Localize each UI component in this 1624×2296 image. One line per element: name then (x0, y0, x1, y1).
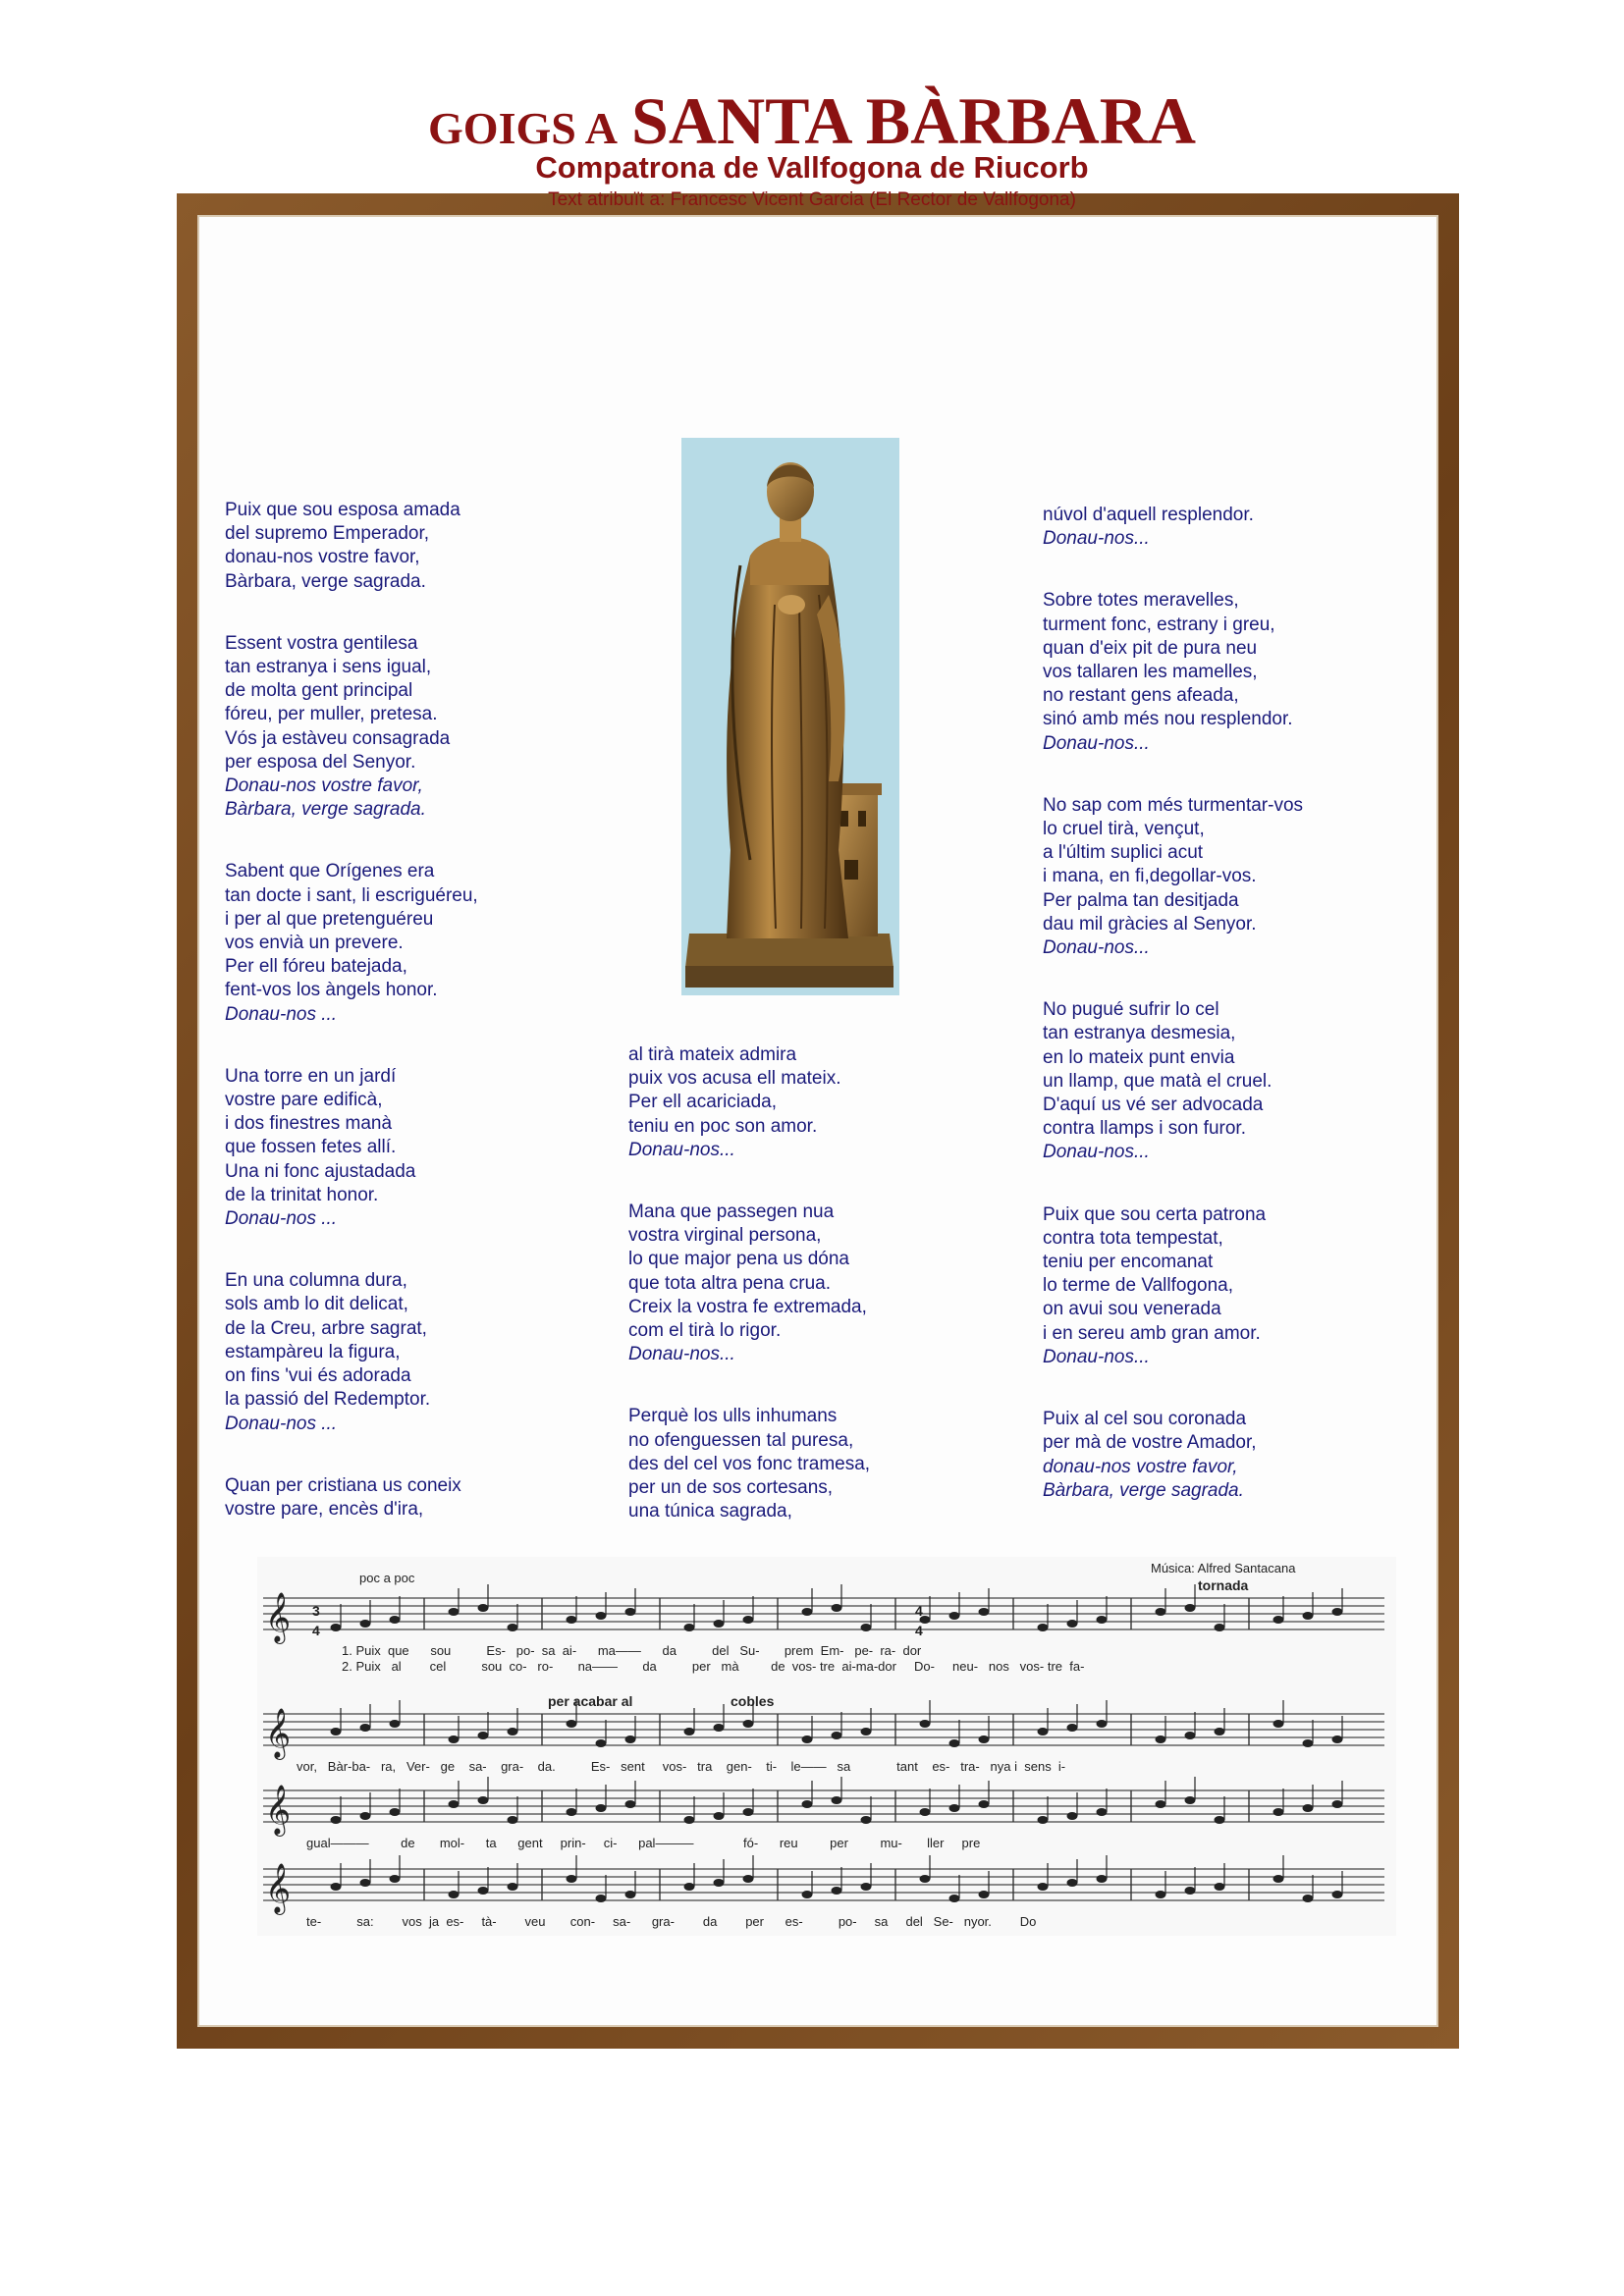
stanza (628, 1201, 962, 1366)
note-head (596, 1612, 607, 1620)
verse-line: No pugué sufrir lo cel (1043, 999, 1219, 1021)
note-head (1185, 1796, 1196, 1804)
note-head (979, 1891, 990, 1898)
attribution: Text atribuït a: Francesc Vicent Garcia (El Rector de Vallfogona) (548, 189, 1076, 210)
note-head (567, 1808, 577, 1816)
verse-line: no ofenguessen tal puresa, (628, 1429, 854, 1451)
page-title (0, 82, 1624, 160)
verse-line: i mana, en fi,degollar-vos. (1043, 866, 1257, 887)
note-head (360, 1812, 371, 1820)
note-head (596, 1804, 607, 1812)
verse-line: sinó amb més nou resplendor. (1043, 709, 1293, 730)
note-head (949, 1612, 960, 1620)
verse-line: no restant gens afeada, (1043, 685, 1239, 707)
note-head (390, 1720, 401, 1728)
note-head (743, 1720, 754, 1728)
note-head (508, 1728, 518, 1735)
verse-line: dau mil gràcies al Senyor. (1043, 913, 1257, 934)
note-head (567, 1875, 577, 1883)
note-head (390, 1808, 401, 1816)
refrain-line: Donau-nos vostre favor, (225, 775, 423, 797)
note-head (1215, 1728, 1225, 1735)
refrain-line: Donau-nos... (1043, 1142, 1150, 1163)
lyrics-line-3: vor, Bàr-ba- ra, Ver- ge sa- gra- da. Es- sent vos- tra gen- ti- le—— sa tant es- tra- nya i sens i- (297, 1759, 1066, 1774)
note-head (1273, 1808, 1284, 1816)
note-head (449, 1891, 460, 1898)
verse-line: contra llamps i son furor. (1043, 1118, 1246, 1140)
verse-line: fóreu, per muller, pretesa. (225, 704, 438, 725)
note-head (802, 1891, 813, 1898)
verse-line: Essent vostra gentilesa (225, 632, 418, 654)
refrain-line: Donau-nos... (628, 1344, 735, 1365)
verse-line: lo terme de Vallfogona, (1043, 1275, 1233, 1297)
note-head (861, 1883, 872, 1891)
lyrics-line-1: 1. Puix que sou Es- po- sa ai- ma—— da del Su- prem Em- pe- ra- dor (342, 1643, 922, 1658)
stanza (1043, 1408, 1377, 1503)
note-head (331, 1624, 342, 1631)
verse-line: puix vos acusa ell mateix. (628, 1068, 841, 1090)
note-head (1185, 1887, 1196, 1895)
verse-line: Per palma tan desitjada (1043, 889, 1239, 911)
stanza (225, 860, 559, 1026)
lyrics-line-2: 2. Puix al cel sou co- ro- na—— da per mà de vos- tre ai-ma-dor Do- neu- nos vos- tre fa- (342, 1659, 1085, 1674)
verse-line: sols amb lo dit delicat, (225, 1294, 408, 1315)
time-signature-top: 3 (312, 1603, 320, 1619)
lyrics-line-5: te- sa: vos ja es- tà- veu con- sa- gra- da per es- po- sa del Se- nyor. Do (306, 1914, 1037, 1929)
note-head (360, 1879, 371, 1887)
cobles-label: cobles (731, 1693, 775, 1709)
note-head (478, 1887, 489, 1895)
per-acabar-label: per acabar al (548, 1693, 633, 1709)
note-head (596, 1739, 607, 1747)
note-head (832, 1887, 842, 1895)
verse-line: donau-nos vostre favor, (225, 547, 420, 568)
note-head (714, 1879, 725, 1887)
note-head (1156, 1800, 1166, 1808)
refrain-line: Donau-nos... (1043, 937, 1150, 959)
refrain-line: Donau-nos ... (225, 1413, 338, 1434)
verse-line: Mana que passegen nua (628, 1201, 835, 1223)
note-head (1097, 1616, 1108, 1624)
note-head (360, 1620, 371, 1628)
note-head (1067, 1812, 1078, 1820)
note-head (508, 1883, 518, 1891)
verse-line: que tota altra pena crua. (628, 1272, 831, 1294)
note-head (684, 1624, 695, 1631)
note-head (802, 1800, 813, 1808)
note-head (1185, 1604, 1196, 1612)
verses-column-2 (628, 1043, 962, 1562)
time-signature-bottom: 4 (312, 1623, 320, 1638)
verse-line: Puix que sou esposa amada (225, 500, 460, 520)
verse-line: del supremo Emperador, (225, 523, 430, 545)
verse-line: quan d'eix pit de pura neu (1043, 637, 1258, 659)
note-head (1038, 1624, 1049, 1631)
verse-line: Vós ja estàveu consagrada (225, 727, 451, 749)
verse-line: turment fonc, estrany i greu, (1043, 614, 1275, 635)
stanza (225, 1065, 559, 1231)
verse-line: Sobre totes meravelles, (1043, 590, 1239, 612)
verse-line: En una columna dura, (225, 1270, 407, 1292)
refrain-line: Donau-nos... (1043, 528, 1150, 550)
verse-line: de la Creu, arbre sagrat, (225, 1317, 427, 1339)
stanza (628, 1405, 962, 1523)
refrain-line: donau-nos vostre favor, (1043, 1456, 1238, 1477)
verse-line: Creix la vostra fe extremada, (628, 1296, 867, 1317)
time-signature-2-top: 4 (915, 1603, 923, 1619)
stanza (1043, 589, 1377, 755)
note-head (1273, 1720, 1284, 1728)
refrain-line: Donau-nos... (1043, 1346, 1150, 1367)
title-prefix: GOIGS A (428, 103, 619, 153)
note-head (861, 1816, 872, 1824)
subtitle: Compatrona de Vallfogona de Riucorb (535, 150, 1089, 185)
verse-line: a l'últim suplici acut (1043, 842, 1204, 864)
note-head (1156, 1608, 1166, 1616)
verse-line: Puix al cel sou coronada (1043, 1409, 1247, 1430)
treble-clef-icon: 𝄞 (265, 1709, 292, 1757)
title-main: SANTA BÀRBARA (631, 83, 1196, 158)
refrain-line: Bàrbara, verge sagrada. (225, 799, 426, 821)
note-head (684, 1728, 695, 1735)
treble-clef-icon: 𝄞 (265, 1864, 292, 1912)
stanza (225, 499, 559, 594)
verse-line: núvol d'aquell resplendor. (1043, 505, 1254, 525)
note-head (508, 1816, 518, 1824)
verse-line: tan estranya desmesia, (1043, 1023, 1236, 1044)
note-head (360, 1724, 371, 1732)
note-head (1067, 1879, 1078, 1887)
verse-line: Una ni fonc ajustadada (225, 1160, 416, 1182)
verse-line: en lo mateix punt envia (1043, 1046, 1235, 1068)
refrain-line: Donau-nos ... (225, 1208, 338, 1230)
note-head (1303, 1895, 1314, 1902)
verse-line: des del cel vos fonc tramesa, (628, 1453, 871, 1474)
note-head (1332, 1891, 1343, 1898)
note-head (861, 1624, 872, 1631)
note-head (920, 1720, 931, 1728)
note-head (625, 1891, 636, 1898)
note-head (1038, 1883, 1049, 1891)
verse-line: un llamp, que matà el cruel. (1043, 1070, 1272, 1092)
note-head (1273, 1616, 1284, 1624)
music-score (257, 1557, 1396, 1936)
note-head (567, 1720, 577, 1728)
note-head (390, 1875, 401, 1883)
note-head (625, 1800, 636, 1808)
note-head (714, 1620, 725, 1628)
note-head (390, 1616, 401, 1624)
note-head (331, 1883, 342, 1891)
verse-line: estampàreu la figura, (225, 1341, 401, 1362)
verse-line: per esposa del Senyor. (225, 751, 416, 773)
verse-line: per un de sos cortesans, (628, 1477, 834, 1499)
note-head (1156, 1735, 1166, 1743)
note-head (802, 1735, 813, 1743)
note-head (1215, 1624, 1225, 1631)
note-head (478, 1732, 489, 1739)
saint-barbara-statue-image (681, 438, 899, 995)
verse-line: Quan per cristiana us coneix (225, 1474, 461, 1496)
stanza (225, 632, 559, 823)
verse-line: vos envià un prevere. (225, 933, 404, 954)
note-head (508, 1624, 518, 1631)
treble-clef-icon: 𝄞 (265, 1593, 292, 1641)
verse-line: vos tallaren les mamelles, (1043, 662, 1258, 683)
stanza (1043, 1203, 1377, 1369)
verse-line: per mà de vostre Amador, (1043, 1432, 1257, 1454)
note-head (1273, 1875, 1284, 1883)
stanza (628, 1043, 962, 1162)
stanza (1043, 504, 1377, 551)
note-head (714, 1812, 725, 1820)
note-head (625, 1608, 636, 1616)
note-head (1215, 1816, 1225, 1824)
note-head (920, 1875, 931, 1883)
verse-line: al tirà mateix admira (628, 1044, 797, 1065)
note-head (625, 1735, 636, 1743)
refrain-line: Bàrbara, verge sagrada. (1043, 1479, 1244, 1501)
verse-line: fent-vos los àngels honor. (225, 980, 438, 1001)
verse-line: vostre pare edificà, (225, 1090, 383, 1111)
verse-line: la passió del Redemptor. (225, 1389, 431, 1411)
verse-line: tan docte i sant, li escriguéreu, (225, 884, 478, 906)
verse-line: Per ell acariciada, (628, 1092, 778, 1113)
verse-line: No sap com més turmentar-vos (1043, 794, 1304, 816)
note-head (1215, 1883, 1225, 1891)
note-head (684, 1883, 695, 1891)
lyrics-line-4: gual——— de mol- ta gent prin- ci- pal——— fó- reu per mu- ller pre (306, 1836, 981, 1850)
verse-line: lo que major pena us dóna (628, 1249, 849, 1270)
note-head (478, 1796, 489, 1804)
note-head (979, 1735, 990, 1743)
note-head (1067, 1620, 1078, 1628)
note-head (949, 1804, 960, 1812)
note-head (743, 1616, 754, 1624)
note-head (331, 1816, 342, 1824)
composer-credit: Música: Alfred Santacana (1151, 1561, 1296, 1575)
note-head (331, 1728, 342, 1735)
note-head (1332, 1608, 1343, 1616)
note-head (949, 1739, 960, 1747)
verse-line: D'aquí us vé ser advocada (1043, 1095, 1264, 1116)
verse-line: Bàrbara, verge sagrada. (225, 570, 426, 592)
note-head (1332, 1735, 1343, 1743)
note-head (1038, 1728, 1049, 1735)
verse-line: una túnica sagrada, (628, 1501, 792, 1522)
verse-line: que fossen fetes allí. (225, 1137, 397, 1158)
note-head (832, 1796, 842, 1804)
refrain-line: Donau-nos... (628, 1139, 735, 1160)
note-head (1185, 1732, 1196, 1739)
verse-line: tan estranya i sens igual, (225, 657, 432, 678)
stanza (225, 1474, 559, 1522)
note-head (861, 1728, 872, 1735)
tempo-marking: poc a poc (359, 1571, 415, 1585)
treble-clef-icon: 𝄞 (265, 1786, 292, 1834)
note-head (449, 1608, 460, 1616)
verse-line: teniu en poc son amor. (628, 1115, 818, 1137)
note-head (1156, 1891, 1166, 1898)
note-head (714, 1724, 725, 1732)
verse-line: i dos finestres manà (225, 1113, 393, 1135)
note-head (1038, 1816, 1049, 1824)
note-head (1332, 1800, 1343, 1808)
verse-line: vostra virginal persona, (628, 1225, 822, 1247)
note-head (478, 1604, 489, 1612)
verse-line: Sabent que Orígenes era (225, 861, 435, 882)
verse-line: Per ell fóreu batejada, (225, 956, 407, 978)
note-head (832, 1604, 842, 1612)
verse-line: Puix que sou certa patrona (1043, 1203, 1267, 1225)
note-head (802, 1608, 813, 1616)
note-head (1303, 1804, 1314, 1812)
verse-line: de molta gent principal (225, 680, 413, 702)
note-head (1303, 1612, 1314, 1620)
verse-line: contra tota tempestat, (1043, 1227, 1223, 1249)
verse-line: on avui sou venerada (1043, 1299, 1221, 1320)
verse-line: i en sereu amb gran amor. (1043, 1322, 1261, 1344)
note-head (1097, 1875, 1108, 1883)
time-signature-2-bottom: 4 (915, 1623, 923, 1638)
note-head (743, 1875, 754, 1883)
verse-line: i per al que pretenguéreu (225, 908, 434, 930)
verses-column-3 (1043, 504, 1377, 1541)
note-head (449, 1735, 460, 1743)
note-head (832, 1732, 842, 1739)
verse-line: teniu per encomanat (1043, 1252, 1214, 1273)
stanza (225, 1269, 559, 1435)
refrain-line: Donau-nos ... (225, 1003, 338, 1025)
verse-line: Perquè los ulls inhumans (628, 1406, 838, 1427)
verse-line: on fins 'vui és adorada (225, 1365, 411, 1387)
refrain-line: Donau-nos... (1043, 732, 1150, 754)
note-head (684, 1816, 695, 1824)
verse-line: de la trinitat honor. (225, 1184, 379, 1205)
note-head (1303, 1739, 1314, 1747)
note-head (449, 1800, 460, 1808)
note-head (743, 1808, 754, 1816)
note-head (567, 1616, 577, 1624)
note-head (1097, 1720, 1108, 1728)
stanza (1043, 794, 1377, 960)
note-head (920, 1808, 931, 1816)
stanza (1043, 998, 1377, 1164)
verses-column-1 (225, 499, 559, 1560)
note-head (1097, 1808, 1108, 1816)
note-head (596, 1895, 607, 1902)
note-head (979, 1800, 990, 1808)
note-head (1067, 1724, 1078, 1732)
note-head (979, 1608, 990, 1616)
verse-line: vostre pare, encès d'ira, (225, 1498, 424, 1520)
tornada-label: tornada (1198, 1577, 1249, 1593)
note-head (949, 1895, 960, 1902)
verse-line: com el tirà lo rigor. (628, 1320, 782, 1342)
verse-line: lo cruel tirà, vençut, (1043, 819, 1205, 840)
verse-line: Una torre en un jardí (225, 1065, 397, 1087)
